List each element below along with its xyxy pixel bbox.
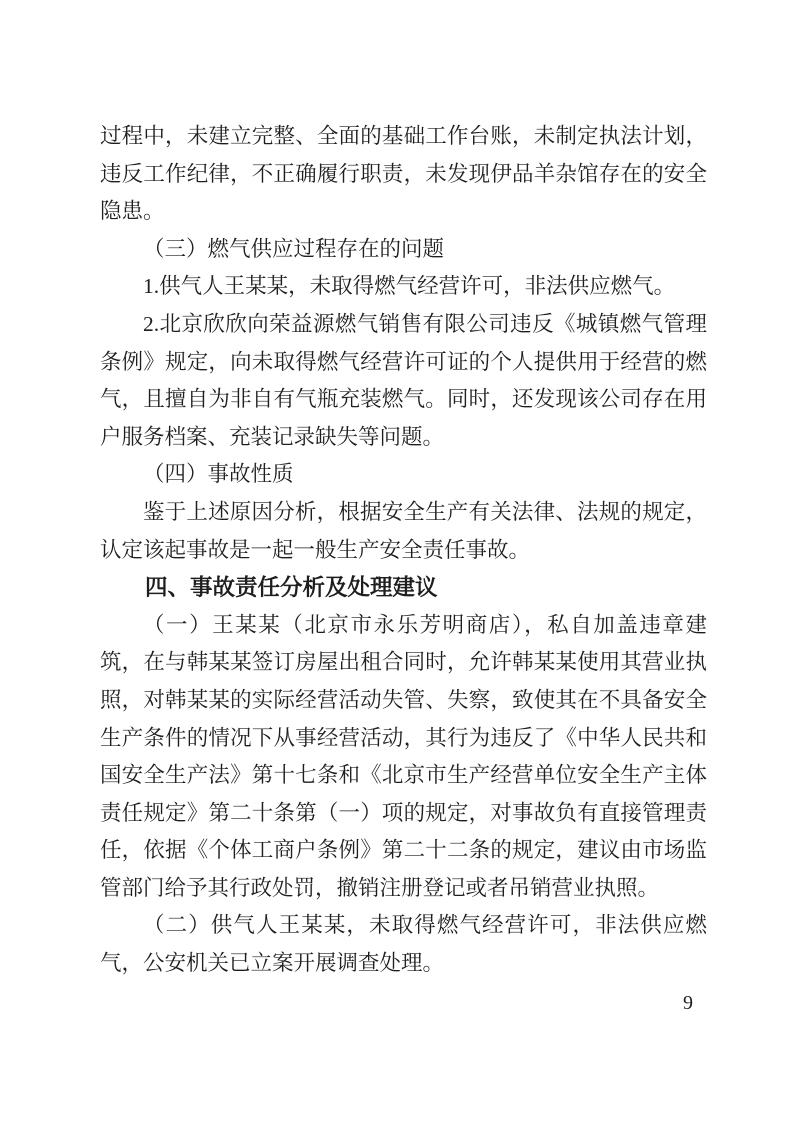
- paragraph: 1.供气人王某某，未取得燃气经营许可，非法供应燃气。: [143, 274, 676, 299]
- sub-heading: （三）燃气供应过程存在的问题: [143, 236, 445, 261]
- sub-heading: （四）事故性质: [143, 462, 294, 487]
- document-body: [100, 118, 707, 983]
- section-heading: 四、事故责任分析及处理建议: [145, 575, 438, 601]
- page-number: 9: [683, 992, 693, 1014]
- paragraph: 鉴于上述原因分析，根据安全生产有关法律、法规的规定，认定该起事故是一起一般生产安全责任事故。: [100, 499, 707, 562]
- paragraph: （一）王某某（北京市永乐芳明商店），私自加盖违章建筑，在与韩某某签订房屋出租合同时，允许韩某某使用其营业执照，对韩某某的实际经营活动失管、失察，致使其在不具备安全生产条件的情况下从事经营活动，其行为违反了《中华人民共和国安全生产法》第十七条和《北京市生产经营单位安全生产主体责任规定》第二十条第（一）项的规定，对事故负有直接管理责任，依据《个体工商户条例》第二十二条的规定，建议由市场监管部门给予其行政处罚，撤销注册登记或者吊销营业执照。: [100, 612, 707, 900]
- paragraph: 过程中，未建立完整、全面的基础工作台账，未制定执法计划，违反工作纪律，不正确履行职责，未发现伊品羊杂馆存在的安全隐患。: [100, 124, 707, 224]
- paragraph: （二）供气人王某某，未取得燃气经营许可，非法供应燃气，公安机关已立案开展调查处理。: [100, 913, 707, 976]
- paragraph: 2.北京欣欣向荣益源燃气销售有限公司违反《城镇燃气管理条例》规定，向未取得燃气经营许可证的个人提供用于经营的燃气，且擅自为非自有气瓶充装燃气。同时，还发现该公司存在用户服务档案、充装记录缺失等问题。: [100, 311, 707, 449]
